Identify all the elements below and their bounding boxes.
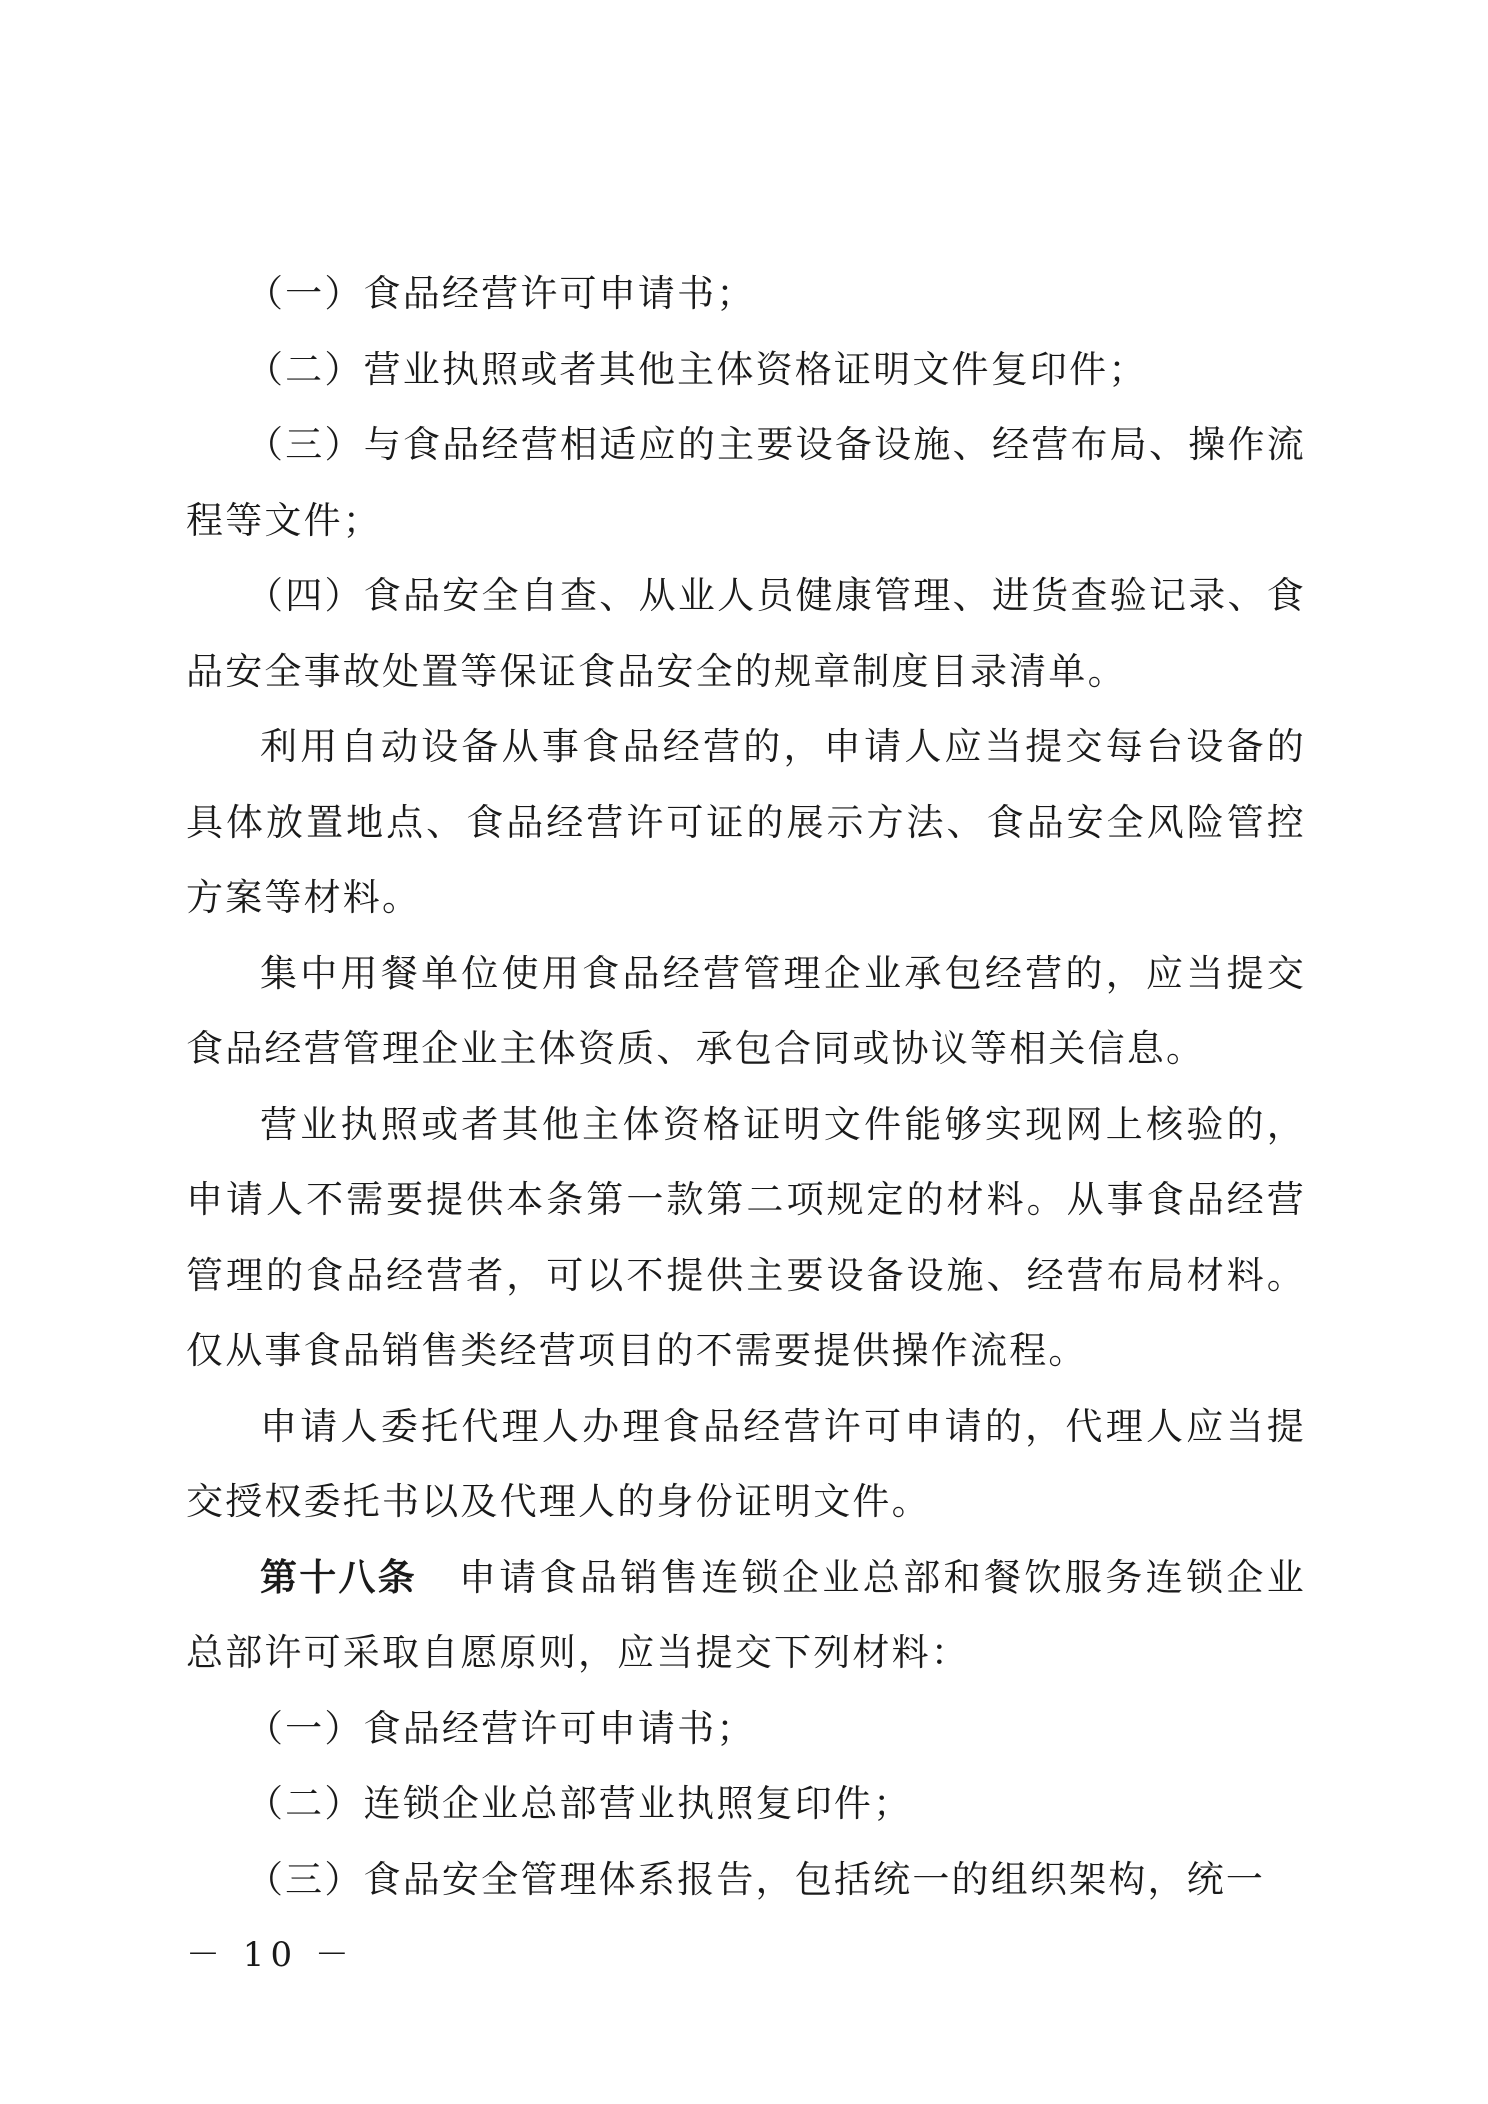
paragraph-collective-dining: 集中用餐单位使用食品经营管理企业承包经营的，应当提交食品经营管理企业主体资质、承包合同或协议等相关信息。 [186,951,1306,1070]
article-number: 第十八条 [260,1555,417,1599]
list-item-2: （二）营业执照或者其他主体资格证明文件复印件； [245,347,1148,391]
article-paragraph [186,1540,1306,1691]
article-text: 申请食品销售连锁企业总部和餐饮服务连锁企业总部许可采取自愿原则，应当提交下列材料： [186,1555,1307,1674]
body-text [186,256,1306,1917]
list-item-3: （三）与食品经营相适应的主要设备设施、经营布局、操作流程等文件； [186,423,1306,542]
paragraph-automatic-equipment: 利用自动设备从事食品经营的，申请人应当提交每台设备的具体放置地点、食品经营许可证的展示方法、食品安全风险管控方案等材料。 [186,725,1306,919]
page-number: － 10 － [186,1935,355,1975]
list-item-1: （一）食品经营许可申请书； [245,272,756,315]
paragraph-agent: 申请人委托代理人办理食品经营许可申请的，代理人应当提交授权委托书以及代理人的身份证明文件。 [186,1404,1306,1523]
list-item-4: （四）食品安全自查、从业人员健康管理、进货查验记录、食品安全事故处置等保证食品安全的规章制度目录清单。 [186,574,1306,693]
list-item-6: （二）连锁企业总部营业执照复印件； [245,1782,913,1825]
list-item-5: （一）食品经营许可申请书； [245,1706,756,1750]
paragraph-online-verification: 营业执照或者其他主体资格证明文件能够实现网上核验的，申请人不需要提供本条第一款第二项规定的材料。从事食品经营管理的食品经营者，可以不提供主要设备设施、经营布局材料。仅从事食品销售类经营项目的不需要提供操作流程。 [186,1102,1306,1372]
list-item-7: （三）食品安全管理体系报告，包括统一的组织架构，统一 [245,1857,1266,1901]
